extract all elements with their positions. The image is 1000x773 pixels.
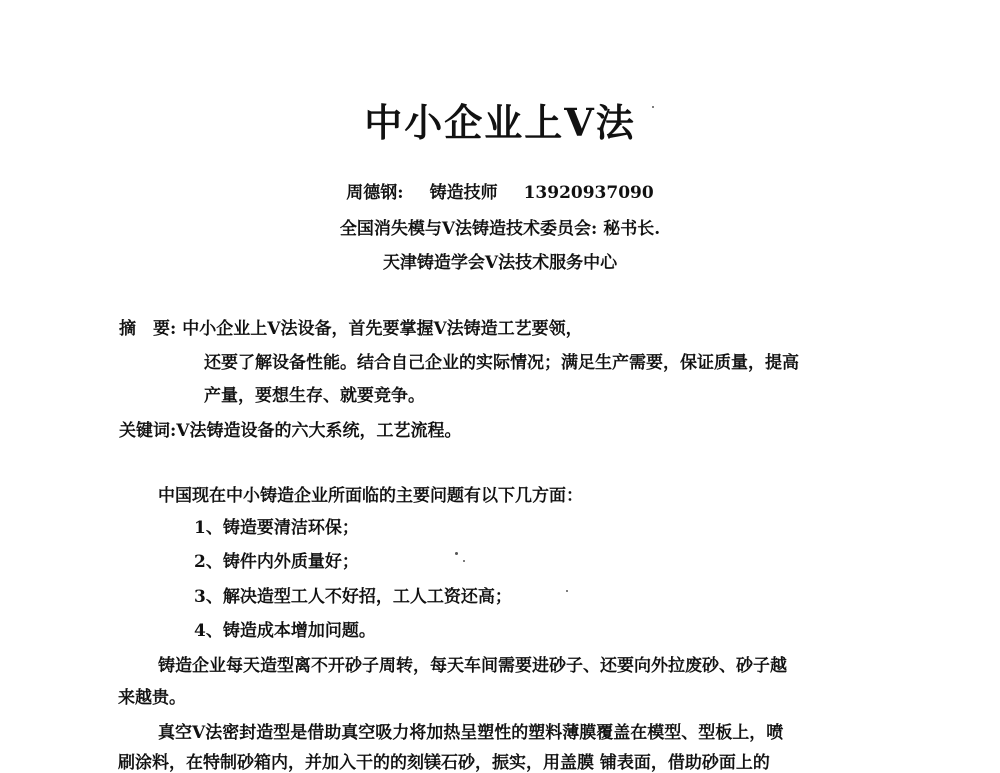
paragraph-line: 真空V法密封造型是借助真空吸力将加热呈塑性的塑料薄膜覆盖在模型、型板上，喷 [158, 723, 784, 743]
scan-speck [455, 552, 458, 555]
author-name: 周德钢: [346, 183, 404, 203]
author-line [0, 178, 1000, 203]
abstract-text-line: 中小企业上V法设备，首先要掌握V法铸造工艺要领， [182, 319, 583, 339]
keywords-text: V法铸造设备的六大系统，工艺流程。 [176, 421, 462, 441]
page-title: 中小企业上V法 [364, 100, 636, 145]
paragraph-line: 来越贵。 [118, 688, 186, 708]
scan-speck [463, 560, 465, 562]
scan-speck [566, 590, 568, 592]
author-role: 铸造技师 [429, 183, 498, 203]
list-item: 1、铸造要清洁环保； [194, 518, 359, 538]
keywords-line [119, 416, 461, 441]
paragraph-line: 刷涂料，在特制砂箱内，并加入干的的刻镁石砂，振实，用盖膜 铺表面，借助砂面上的 [118, 753, 770, 773]
list-item: 2、铸件内外质量好； [194, 552, 359, 572]
abstract-first-line [119, 314, 583, 339]
abstract-text-line: 还要了解设备性能。结合自己企业的实际情况；满足生产需要，保证质量，提高 [204, 353, 799, 373]
abstract-label: 摘 要: [119, 319, 177, 339]
list-item: 3、解决造型工人不好招，工人工资还高； [194, 587, 512, 607]
list-item: 4、铸造成本增加问题。 [194, 621, 376, 641]
abstract-text-line: 产量，要想生存、就要竞争。 [204, 386, 425, 406]
keywords-label: 关键词: [119, 421, 177, 441]
author-affiliation-2: 天津铸造学会V法技术服务中心 [382, 253, 618, 273]
scan-speck [652, 106, 654, 108]
paragraph-line: 铸造企业每天造型离不开砂子周转，每天车间需要进砂子、还要向外拉废砂、砂子越 [158, 656, 787, 676]
author-phone: 13920937090 [523, 183, 654, 203]
author-affiliation-1: 全国消失模与V法铸造技术委员会: 秘书长. [339, 219, 661, 239]
body-intro: 中国现在中小铸造企业所面临的主要问题有以下几方面： [158, 486, 583, 506]
